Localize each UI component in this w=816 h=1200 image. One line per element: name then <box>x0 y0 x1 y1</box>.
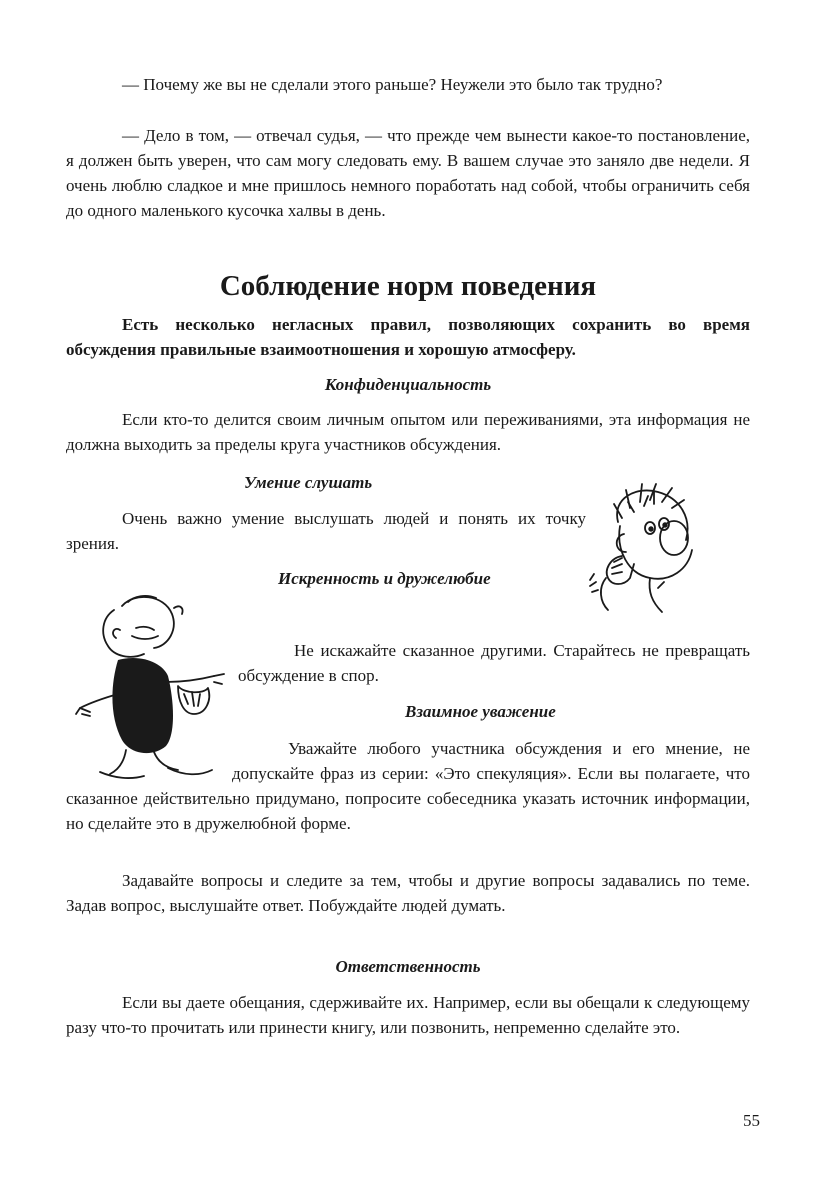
text-respect-1: Уважайте любого участника обсуждения и его мнение, не допускайте фраз из серии: «Это спекуляция». Если вы полагаете, что сказанное действительно придумано, попросите собеседника указать источник информации, но сделайте это в дружелюбной форме. <box>66 736 750 836</box>
listening-man-icon <box>588 478 716 618</box>
text-listening: Очень важно умение выслушать людей и понять их точку зрения. <box>66 509 586 553</box>
pointing-man-icon <box>74 590 230 786</box>
page-number: 55 <box>743 1111 760 1130</box>
text-sincerity: Не искажайте сказанное другими. Старайтесь не превращать обсуждение в спор. <box>238 641 750 685</box>
text-responsibility: Если вы даете обещания, сдерживайте их. Например, если вы обещали к следующему разу что-то прочитать или принести книгу, или позвонить, непременно сделайте это. <box>66 993 750 1037</box>
section-title: Соблюдение норм поведения <box>219 270 597 302</box>
paragraph-judge-answer: — Дело в том, — отвечал судья, — что прежде чем вынести какое-то постановление, я должен быть уверен, что сам могу следовать ему. В вашем случае это заняло две недели. Я очень люблю сладкое и мне пришлось немного поработать над собой, чтобы ограничить себя до одного маленького кусочка халвы в день. <box>66 126 750 220</box>
section-lead: Есть несколько негласных правил, позволяющих сохранить во время обсуждения правильные взаимоотношения и хорошую атмосферу. <box>66 315 750 359</box>
heading-responsibility: Ответственность <box>335 957 481 976</box>
paragraph-dialogue-question: — Почему же вы не сделали этого раньше? Неужели это было так трудно? <box>122 75 663 94</box>
heading-sincerity: Искренность и дружелюбие <box>278 569 491 588</box>
text-confidentiality: Если кто-то делится своим личным опытом или переживаниями, эта информация не должна выходить за пределы круга участников обсуждения. <box>66 410 750 454</box>
heading-listening: Умение слушать <box>244 473 373 492</box>
heading-respect: Взаимное уважение <box>405 702 556 721</box>
text-respect-2: Задавайте вопросы и следите за тем, чтобы и другие вопросы задавались по теме. Задав вопрос, выслушайте ответ. Побуждайте людей думать. <box>66 871 750 915</box>
heading-confidentiality: Конфиденциальность <box>324 375 492 394</box>
